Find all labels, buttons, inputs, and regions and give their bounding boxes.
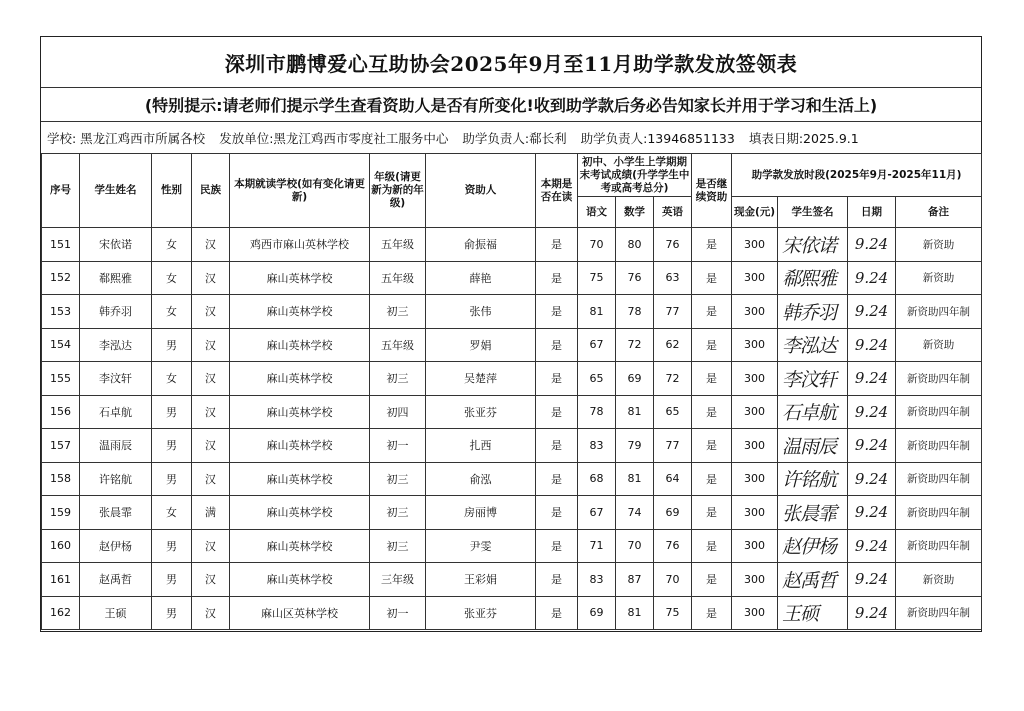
cell-continue: 是 — [692, 462, 732, 496]
cell-name: 宋依诺 — [80, 228, 152, 262]
cell-english: 76 — [654, 228, 692, 262]
cell-name: 石卓航 — [80, 395, 152, 429]
cell-sponsor: 罗娟 — [426, 328, 536, 362]
cell-no: 154 — [42, 328, 80, 362]
cell-date: 9.24 — [848, 362, 896, 396]
cell-remark: 新资助四年制 — [896, 362, 982, 396]
header-english: 英语 — [654, 197, 692, 228]
cell-signature: 王硕 — [778, 596, 848, 630]
table-row — [42, 328, 982, 362]
cell-math: 70 — [616, 529, 654, 563]
cell-gender: 女 — [152, 496, 192, 530]
table-row — [42, 462, 982, 496]
special-notice: (特别提示:请老师们提示学生查看资助人是否有所变化!收到助学款后务必告知家长并用于学习和生活上) — [41, 87, 981, 122]
cell-chinese: 83 — [578, 429, 616, 463]
cell-english: 65 — [654, 395, 692, 429]
cell-chinese: 81 — [578, 295, 616, 329]
cell-enrolled: 是 — [536, 295, 578, 329]
header-name: 学生姓名 — [80, 154, 152, 228]
cell-gender: 男 — [152, 596, 192, 630]
cell-english: 64 — [654, 462, 692, 496]
cell-grade: 初一 — [370, 596, 426, 630]
cell-cash: 300 — [732, 362, 778, 396]
cell-signature: 李泓达 — [778, 328, 848, 362]
header-continue: 是否继续资助 — [692, 154, 732, 228]
cell-enrolled: 是 — [536, 328, 578, 362]
cell-date: 9.24 — [848, 529, 896, 563]
cell-sponsor: 张亚芬 — [426, 395, 536, 429]
cell-chinese: 71 — [578, 529, 616, 563]
cell-ethnic: 汉 — [192, 596, 230, 630]
cell-name: 张晨霏 — [80, 496, 152, 530]
table-row — [42, 496, 982, 530]
cell-english: 77 — [654, 295, 692, 329]
cell-cash: 300 — [732, 261, 778, 295]
cell-gender: 女 — [152, 362, 192, 396]
cell-sponsor: 房丽博 — [426, 496, 536, 530]
cell-remark: 新资助四年制 — [896, 596, 982, 630]
cell-chinese: 69 — [578, 596, 616, 630]
cell-math: 69 — [616, 362, 654, 396]
table-row — [42, 429, 982, 463]
cell-name: 王硕 — [80, 596, 152, 630]
cell-english: 63 — [654, 261, 692, 295]
cell-math: 78 — [616, 295, 654, 329]
cell-cash: 300 — [732, 496, 778, 530]
cell-school: 鸡西市麻山英林学校 — [230, 228, 370, 262]
cell-chinese: 65 — [578, 362, 616, 396]
cell-gender: 女 — [152, 295, 192, 329]
cell-ethnic: 汉 — [192, 228, 230, 262]
cell-english: 70 — [654, 563, 692, 597]
cell-enrolled: 是 — [536, 529, 578, 563]
table-row — [42, 563, 982, 597]
cell-date: 9.24 — [848, 395, 896, 429]
cell-school: 麻山英林学校 — [230, 462, 370, 496]
cell-enrolled: 是 — [536, 596, 578, 630]
cell-signature: 郗熙雅 — [778, 261, 848, 295]
student-table — [41, 153, 982, 630]
cell-continue: 是 — [692, 328, 732, 362]
cell-school: 麻山英林学校 — [230, 395, 370, 429]
cell-sponsor: 尹雯 — [426, 529, 536, 563]
info-phone: 助学负责人:13946851133 — [580, 131, 735, 146]
cell-remark: 新资助四年制 — [896, 429, 982, 463]
cell-signature: 韩乔羽 — [778, 295, 848, 329]
cell-grade: 初三 — [370, 496, 426, 530]
cell-sponsor: 吴楚萍 — [426, 362, 536, 396]
header-enrolled: 本期是否在读 — [536, 154, 578, 228]
table-row — [42, 596, 982, 630]
cell-no: 160 — [42, 529, 80, 563]
cell-ethnic: 汉 — [192, 529, 230, 563]
cell-sponsor: 俞泓 — [426, 462, 536, 496]
cell-continue: 是 — [692, 228, 732, 262]
cell-grade: 五年级 — [370, 328, 426, 362]
cell-no: 162 — [42, 596, 80, 630]
header-scores: 初中、小学生上学期期末考试成绩(升学学生中考或高考总分) — [578, 154, 692, 197]
header-math: 数学 — [616, 197, 654, 228]
header-signature: 学生签名 — [778, 197, 848, 228]
cell-continue: 是 — [692, 529, 732, 563]
cell-cash: 300 — [732, 295, 778, 329]
cell-math: 81 — [616, 596, 654, 630]
cell-signature: 李汶轩 — [778, 362, 848, 396]
cell-no: 159 — [42, 496, 80, 530]
cell-name: 许铭航 — [80, 462, 152, 496]
cell-signature: 石卓航 — [778, 395, 848, 429]
cell-no: 153 — [42, 295, 80, 329]
cell-english: 76 — [654, 529, 692, 563]
cell-continue: 是 — [692, 261, 732, 295]
info-school: 学校: 黑龙江鸡西市所属各校 — [47, 131, 206, 146]
cell-no: 155 — [42, 362, 80, 396]
cell-grade: 初三 — [370, 362, 426, 396]
cell-chinese: 75 — [578, 261, 616, 295]
cell-english: 75 — [654, 596, 692, 630]
cell-math: 79 — [616, 429, 654, 463]
info-line — [47, 123, 977, 153]
sign-off-sheet — [40, 36, 982, 632]
header-cash: 现金(元) — [732, 197, 778, 228]
header-school: 本期就读学校(如有变化请更新) — [230, 154, 370, 228]
cell-continue: 是 — [692, 395, 732, 429]
cell-grade: 五年级 — [370, 228, 426, 262]
header-chinese: 语文 — [578, 197, 616, 228]
cell-grade: 五年级 — [370, 261, 426, 295]
cell-continue: 是 — [692, 563, 732, 597]
cell-remark: 新资助四年制 — [896, 496, 982, 530]
cell-enrolled: 是 — [536, 228, 578, 262]
cell-ethnic: 汉 — [192, 563, 230, 597]
cell-school: 麻山英林学校 — [230, 328, 370, 362]
cell-english: 69 — [654, 496, 692, 530]
cell-signature: 张晨霏 — [778, 496, 848, 530]
cell-cash: 300 — [732, 395, 778, 429]
info-unit: 发放单位:黑龙江鸡西市零度社工服务中心 — [219, 131, 449, 146]
cell-date: 9.24 — [848, 328, 896, 362]
cell-chinese: 68 — [578, 462, 616, 496]
cell-enrolled: 是 — [536, 395, 578, 429]
cell-enrolled: 是 — [536, 362, 578, 396]
cell-school: 麻山英林学校 — [230, 362, 370, 396]
cell-date: 9.24 — [848, 429, 896, 463]
cell-chinese: 78 — [578, 395, 616, 429]
cell-school: 麻山英林学校 — [230, 429, 370, 463]
cell-math: 87 — [616, 563, 654, 597]
cell-ethnic: 汉 — [192, 261, 230, 295]
cell-no: 151 — [42, 228, 80, 262]
cell-math: 80 — [616, 228, 654, 262]
cell-date: 9.24 — [848, 261, 896, 295]
table-row — [42, 261, 982, 295]
header-sponsor: 资助人 — [426, 154, 536, 228]
cell-gender: 男 — [152, 563, 192, 597]
cell-remark: 新资助 — [896, 261, 982, 295]
header-date: 日期 — [848, 197, 896, 228]
cell-chinese: 67 — [578, 496, 616, 530]
cell-sponsor: 俞振福 — [426, 228, 536, 262]
cell-grade: 初一 — [370, 429, 426, 463]
cell-name: 赵禹哲 — [80, 563, 152, 597]
cell-math: 76 — [616, 261, 654, 295]
cell-grade: 初三 — [370, 295, 426, 329]
cell-no: 161 — [42, 563, 80, 597]
table-row — [42, 529, 982, 563]
cell-school: 麻山英林学校 — [230, 295, 370, 329]
cell-remark: 新资助 — [896, 328, 982, 362]
table-row — [42, 295, 982, 329]
cell-date: 9.24 — [848, 496, 896, 530]
cell-ethnic: 汉 — [192, 362, 230, 396]
cell-date: 9.24 — [848, 596, 896, 630]
cell-chinese: 70 — [578, 228, 616, 262]
cell-school: 麻山英林学校 — [230, 261, 370, 295]
cell-enrolled: 是 — [536, 429, 578, 463]
cell-no: 156 — [42, 395, 80, 429]
header-period: 助学款发放时段(2025年9月-2025年11月) — [732, 154, 982, 197]
cell-math: 81 — [616, 395, 654, 429]
cell-no: 157 — [42, 429, 80, 463]
cell-signature: 宋依诺 — [778, 228, 848, 262]
cell-continue: 是 — [692, 429, 732, 463]
cell-cash: 300 — [732, 462, 778, 496]
cell-cash: 300 — [732, 596, 778, 630]
header-gender: 性别 — [152, 154, 192, 228]
cell-continue: 是 — [692, 295, 732, 329]
info-date: 填表日期:2025.9.1 — [748, 131, 859, 146]
cell-gender: 女 — [152, 261, 192, 295]
header-grade: 年级(请更新为新的年级) — [370, 154, 426, 228]
cell-name: 郗熙雅 — [80, 261, 152, 295]
cell-grade: 三年级 — [370, 563, 426, 597]
cell-math: 81 — [616, 462, 654, 496]
table-row — [42, 362, 982, 396]
info-leader: 助学负责人:郗长利 — [462, 131, 567, 146]
cell-signature: 许铭航 — [778, 462, 848, 496]
cell-name: 韩乔羽 — [80, 295, 152, 329]
cell-cash: 300 — [732, 328, 778, 362]
cell-school: 麻山英林学校 — [230, 496, 370, 530]
cell-cash: 300 — [732, 228, 778, 262]
cell-enrolled: 是 — [536, 496, 578, 530]
cell-cash: 300 — [732, 563, 778, 597]
cell-chinese: 83 — [578, 563, 616, 597]
cell-continue: 是 — [692, 496, 732, 530]
cell-english: 72 — [654, 362, 692, 396]
cell-date: 9.24 — [848, 295, 896, 329]
cell-name: 温雨辰 — [80, 429, 152, 463]
cell-ethnic: 汉 — [192, 395, 230, 429]
header-no: 序号 — [42, 154, 80, 228]
cell-ethnic: 汉 — [192, 328, 230, 362]
header-remark: 备注 — [896, 197, 982, 228]
cell-remark: 新资助四年制 — [896, 462, 982, 496]
cell-signature: 温雨辰 — [778, 429, 848, 463]
cell-english: 77 — [654, 429, 692, 463]
cell-sponsor: 薛艳 — [426, 261, 536, 295]
cell-grade: 初三 — [370, 462, 426, 496]
cell-english: 62 — [654, 328, 692, 362]
cell-ethnic: 满 — [192, 496, 230, 530]
page-title: 深圳市鹏博爱心互助协会2025年9月至11月助学款发放签领表 — [41, 37, 981, 88]
cell-name: 赵伊杨 — [80, 529, 152, 563]
cell-no: 152 — [42, 261, 80, 295]
cell-no: 158 — [42, 462, 80, 496]
cell-ethnic: 汉 — [192, 295, 230, 329]
cell-ethnic: 汉 — [192, 429, 230, 463]
cell-gender: 男 — [152, 328, 192, 362]
cell-sponsor: 王彩娟 — [426, 563, 536, 597]
cell-school: 麻山英林学校 — [230, 563, 370, 597]
cell-school: 麻山区英林学校 — [230, 596, 370, 630]
cell-remark: 新资助四年制 — [896, 395, 982, 429]
cell-grade: 初四 — [370, 395, 426, 429]
cell-math: 72 — [616, 328, 654, 362]
cell-enrolled: 是 — [536, 563, 578, 597]
cell-gender: 男 — [152, 429, 192, 463]
cell-continue: 是 — [692, 362, 732, 396]
cell-remark: 新资助四年制 — [896, 295, 982, 329]
cell-date: 9.24 — [848, 228, 896, 262]
cell-sponsor: 张伟 — [426, 295, 536, 329]
cell-sponsor: 扎西 — [426, 429, 536, 463]
cell-sponsor: 张亚芬 — [426, 596, 536, 630]
cell-date: 9.24 — [848, 563, 896, 597]
cell-remark: 新资助 — [896, 563, 982, 597]
cell-chinese: 67 — [578, 328, 616, 362]
cell-enrolled: 是 — [536, 462, 578, 496]
cell-enrolled: 是 — [536, 261, 578, 295]
cell-name: 李汶轩 — [80, 362, 152, 396]
cell-cash: 300 — [732, 429, 778, 463]
cell-signature: 赵禹哲 — [778, 563, 848, 597]
cell-remark: 新资助 — [896, 228, 982, 262]
table-row — [42, 395, 982, 429]
table-row — [42, 228, 982, 262]
cell-grade: 初三 — [370, 529, 426, 563]
cell-gender: 女 — [152, 228, 192, 262]
cell-math: 74 — [616, 496, 654, 530]
cell-gender: 男 — [152, 395, 192, 429]
cell-cash: 300 — [732, 529, 778, 563]
cell-name: 李泓达 — [80, 328, 152, 362]
cell-date: 9.24 — [848, 462, 896, 496]
cell-gender: 男 — [152, 462, 192, 496]
cell-continue: 是 — [692, 596, 732, 630]
cell-gender: 男 — [152, 529, 192, 563]
cell-school: 麻山英林学校 — [230, 529, 370, 563]
cell-ethnic: 汉 — [192, 462, 230, 496]
header-ethnic: 民族 — [192, 154, 230, 228]
cell-remark: 新资助四年制 — [896, 529, 982, 563]
cell-signature: 赵伊杨 — [778, 529, 848, 563]
